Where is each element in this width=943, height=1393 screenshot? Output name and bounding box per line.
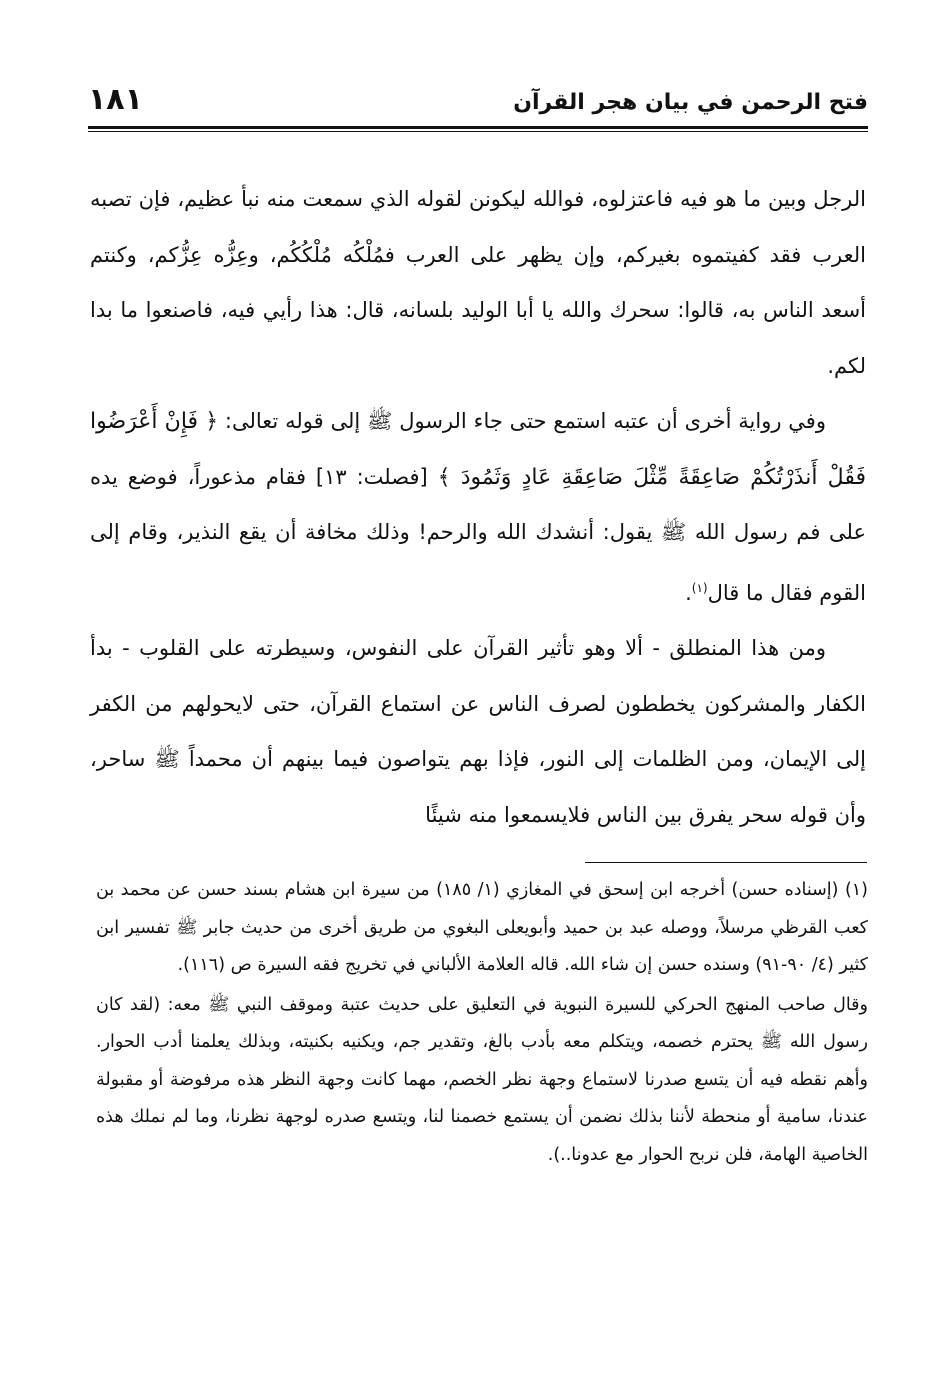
footnotes bbox=[96, 872, 868, 1174]
footnote-1-text: (إسناده حسن) أخرجه ابن إسحق في المغازي (١/ ١٨٥) من سيرة ابن هشام بسند حسن عن محمد بن كعب القرظي مرسلاً، ووصله عبد بن حميد وأبويعلى البغوي من طريق أخرى من حديث جابر ﷺ تفسير ابن كثير (٤/ ٩٠-٩١) وسنده حسن إن شاء الله. قاله العلامة الألباني في تخريج فقه السيرة ص (١١٦). bbox=[96, 880, 868, 975]
footnote-commentary: وقال صاحب المنهج الحركي للسيرة النبوية في التعليق على حديث عتبة وموقف النبي ﷺ معه: (لقد كان رسول الله ﷺ يحترم خصمه، ويتكلم معه بأدب بالغ، وتقدير جم، ويكنيه بكنيته، وبذلك يعلمنا أدب الحوار. وأهم نقطه فيه أن يتسع صدرنا لاستماع وجهة نظر الخصم، مهما كانت وجهة النظر هذه مرفوضة أو مقبولة عندنا، سامية أو منحطة لأننا بذلك نضمن أن يستمع خصمنا لنا، ويتسع صدره لوجهة نظرنا، وما لم نملك هذه الخاصية الهامة، فلن نربح الحوار مع عدونا..). bbox=[96, 994, 868, 1165]
footnote-separator bbox=[585, 862, 867, 863]
footnote-1 bbox=[96, 872, 868, 985]
header-rule-thin bbox=[88, 131, 868, 132]
page-number: ١٨١ bbox=[88, 82, 143, 117]
book-title: فتح الرحمن في بيان هجر القرآن bbox=[513, 90, 868, 115]
footnote-reference[interactable]: (١) bbox=[691, 580, 708, 595]
running-header bbox=[88, 82, 868, 126]
header-rule bbox=[88, 126, 868, 129]
paragraph-2-intro: وفي رواية أخرى أن عتبه استمع حتى جاء الرسول ﷺ إلى قوله تعالى: bbox=[218, 409, 826, 433]
quran-verse: ﴿ فَإِنْ أَعْرَضُوا فَقُلْ أَنذَرْتُكُمْ صَاعِقَةً مِّثْلَ صَاعِقَةِ عَادٍ وَثَمُودَ ﴾ bbox=[90, 409, 866, 490]
paragraph-2 bbox=[90, 394, 866, 621]
paragraph-2-rest: [فصلت: ١٣] فقام مذعوراً، فوضع يده على فم رسول الله ﷺ يقول: أنشدك الله والرحم! وذلك مخافة أن يقع النذير، وقام إلى القوم فقال ما قال bbox=[90, 464, 866, 605]
footnote-1-number: (١) bbox=[844, 880, 868, 900]
paragraph-3: ومن هذا المنطلق - ألا وهو تأثير القرآن على النفوس، وسيطرته على القلوب - بدأ الكفار والمشركون يخططون لصرف الناس عن استماع القرآن، حتى لايحولهم من الكفر إلى الإيمان، ومن الظلمات إلى النور، فإذا بهم يتواصون فيما بينهم أن محمداً ﷺ ساحر، وأن قوله سحر يفرق بين الناس فلايسمعوا منه شيئًا bbox=[90, 636, 866, 827]
paragraph-1: الرجل وبين ما هو فيه فاعتزلوه، فوالله ليكونن لقوله الذي سمعت منه نبأ عظيم، فإن تصبه العرب فقد كفيتموه بغيركم، وإن يظهر على العرب فمُلْكُه مُلْكُكُم، وعِزُّه عِزُّكم، وكنتم أسعد الناس به، قالوا: سحرك والله يا أبا الوليد بلسانه، قال: هذا رأيي فيه، فاصنعوا ما بدا لكم. bbox=[90, 187, 866, 378]
main-text bbox=[90, 172, 866, 843]
paragraph-2-end: . bbox=[685, 580, 692, 605]
